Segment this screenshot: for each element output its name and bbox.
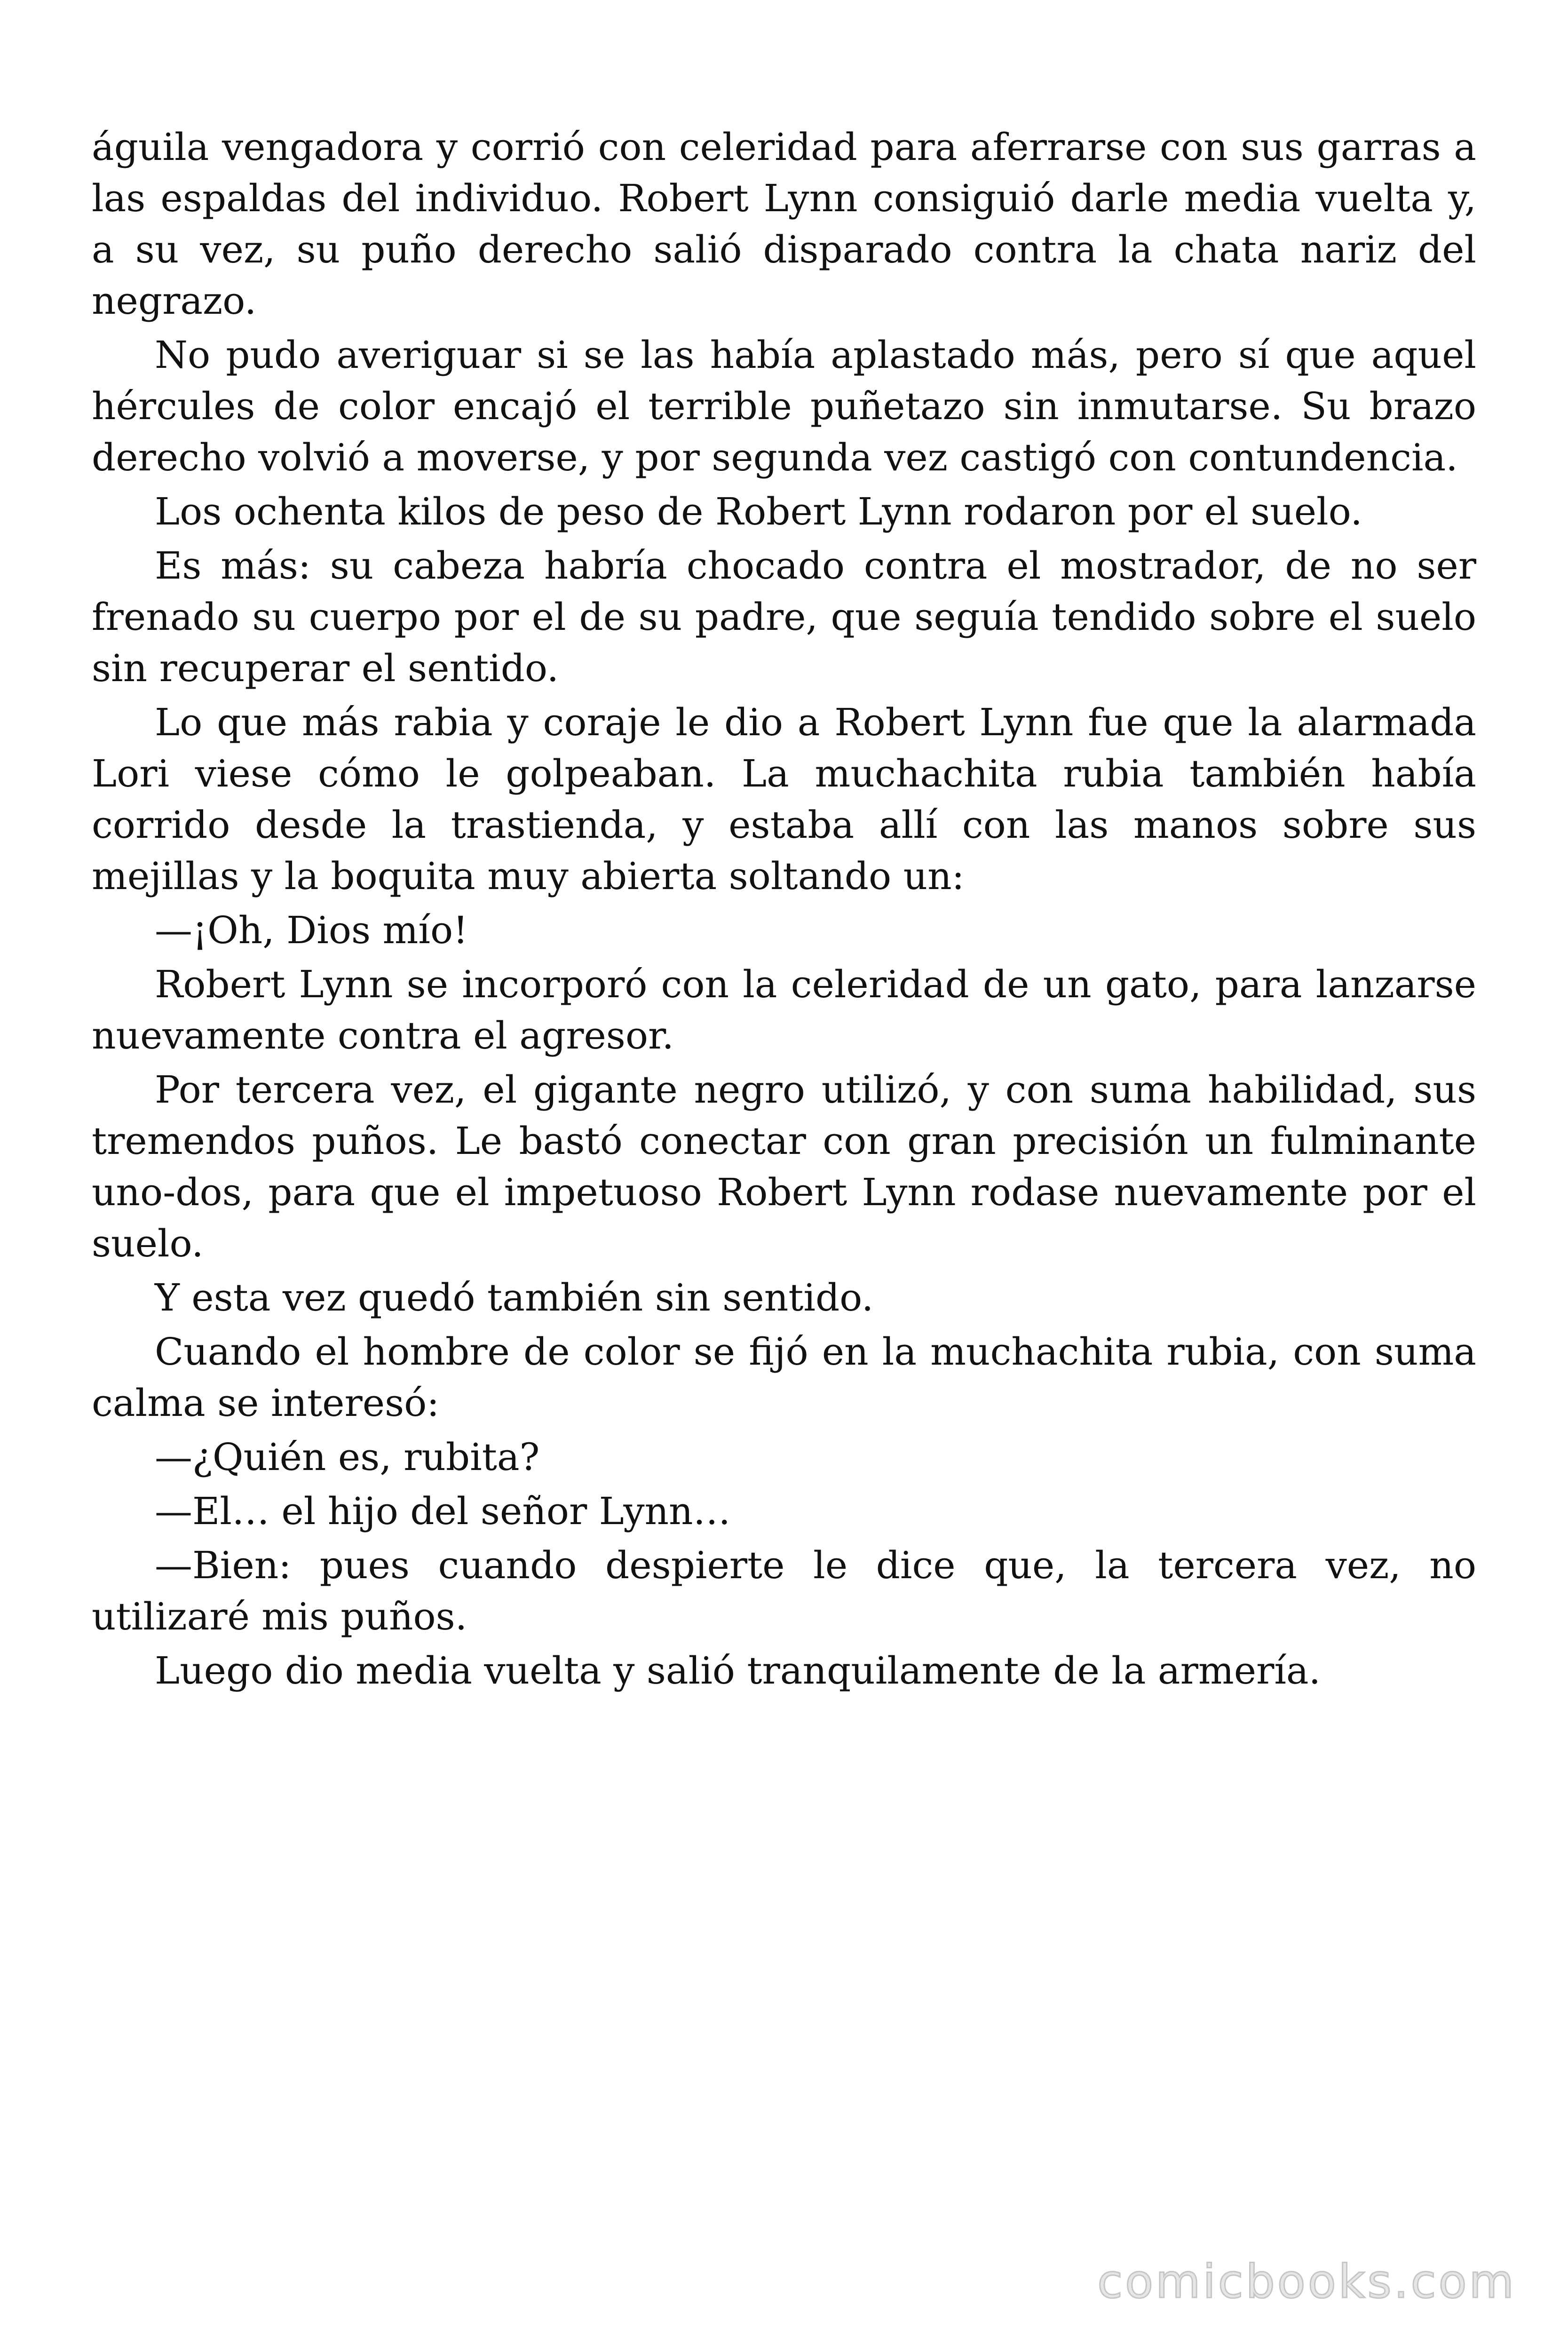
paragraph-3: Los ochenta kilos de peso de Robert Lynn rodaron por el suelo.: [155, 490, 1362, 533]
paragraph-11: —¿Quién es, rubita?: [155, 1435, 540, 1479]
paragraph-10: Cuando el hombre de color se fijó en la muchachita rubia, con suma calma se interesó:: [92, 1330, 1476, 1425]
paragraph-7: Robert Lynn se incorporó con la celeridad de un gato, para lanzarse nuevamente contra el agresor.: [92, 962, 1476, 1057]
paragraph-6: —¡Oh, Dios mío!: [155, 908, 468, 952]
page-body: [92, 121, 1476, 1696]
paragraph-12: —El… el hijo del señor Lynn…: [155, 1489, 731, 1533]
paragraph-13: —Bien: pues cuando despierte le dice que, la tercera vez, no utilizaré mis puños.: [92, 1543, 1476, 1638]
paragraph-8: Por tercera vez, el gigante negro utilizó, y con suma habilidad, sus tremendos puños. Le bastó conectar con gran precisión un fulminante uno-dos, para que el impetuoso Robert Lynn rodase nuevamente por el suelo.: [92, 1068, 1476, 1265]
watermark-text: comicbooks.com: [1097, 2255, 1516, 2309]
paragraph-1: águila vengadora y corrió con celeridad para aferrarse con sus garras a las espaldas del individuo. Robert Lynn consiguió darle media vuelta y, a su vez, su puño derecho salió disparado contra la chata nariz del negrazo.: [92, 125, 1476, 323]
paragraph-14: Luego dio media vuelta y salió tranquilamente de la armería.: [155, 1649, 1321, 1692]
paragraph-2: No pudo averiguar si se las había aplastado más, pero sí que aquel hércules de color encajó el terrible puñetazo sin inmutarse. Su brazo derecho volvió a moverse, y por segunda vez castigó con contundencia.: [92, 333, 1476, 479]
paragraph-5: Lo que más rabia y coraje le dio a Robert Lynn fue que la alarmada Lori viese cómo le golpeaban. La muchachita rubia también había corrido desde la trastienda, y estaba allí con las manos sobre sus mejillas y la boquita muy abierta soltando un:: [92, 700, 1476, 898]
paragraph-4: Es más: su cabeza habría chocado contra el mostrador, de no ser frenado su cuerpo por el de su padre, que seguía tendido sobre el suelo sin recuperar el sentido.: [92, 544, 1476, 690]
paragraph-9: Y esta vez quedó también sin sentido.: [155, 1276, 874, 1319]
